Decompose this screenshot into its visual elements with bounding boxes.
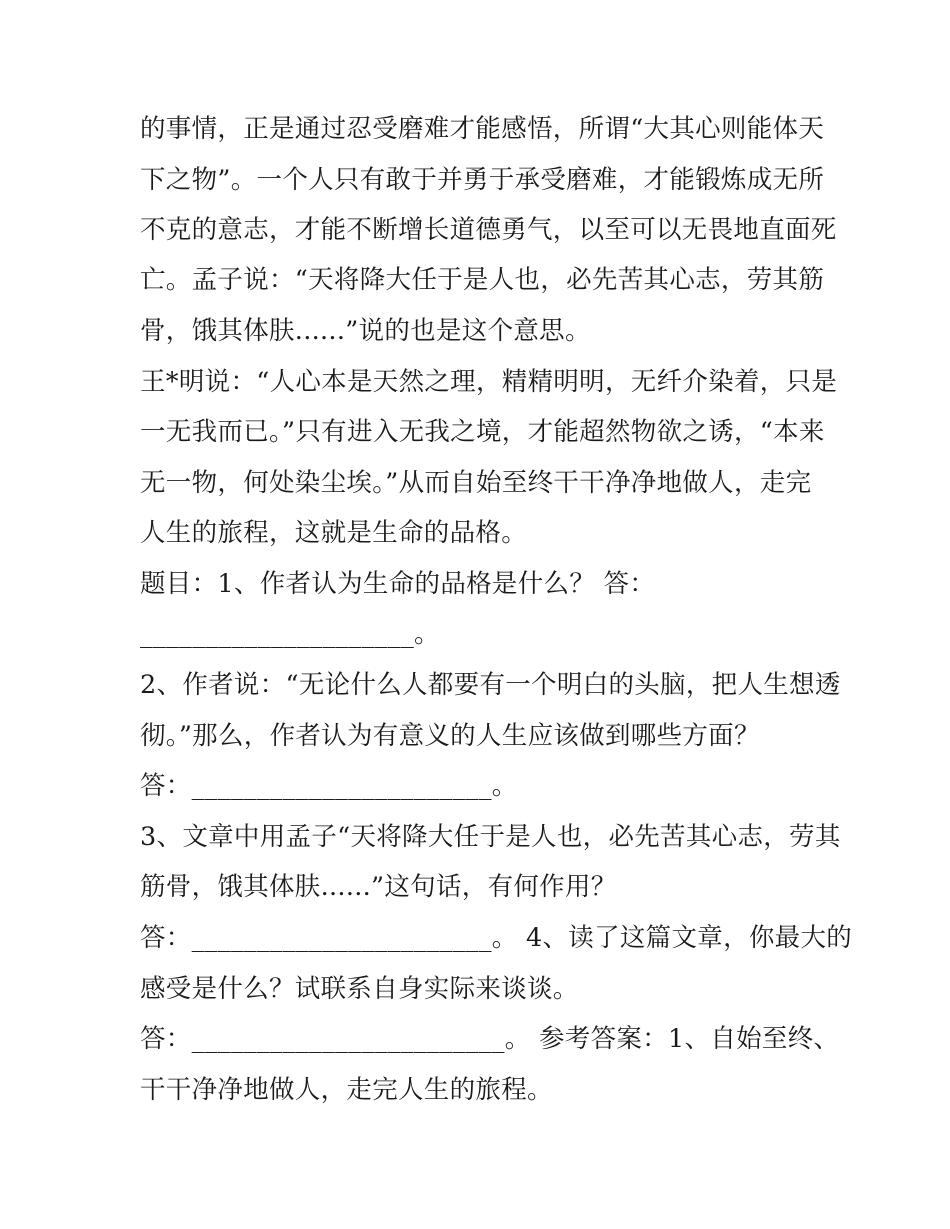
text-line: 无一物，何处染尘埃。”从而自始至终干干净净地做人，走完: [140, 468, 812, 498]
answer-blank-3: 答：_______________________。 4、读了这篇文章，你最大的: [140, 923, 853, 953]
question-3: 3、文章中用孟子“天将降大任于是人也，必先苦其心志，劳其: [140, 822, 841, 852]
text-line: 王*明说：“人心本是天然之理，精精明明，无纤介染着，只是: [140, 367, 838, 397]
text-line: 下之物”。一个人只有敢于并勇于承受磨难，才能锻炼成无所: [140, 165, 825, 195]
question-4-cont: 感受是什么？试联系自身实际来谈谈。: [140, 974, 579, 1004]
answer-blank-2: 答：_______________________。: [140, 771, 518, 801]
question-2-cont: 彻。”那么，作者认为有意义的人生应该做到哪些方面？: [140, 721, 760, 751]
text-line: 人生的旅程，这就是生命的品格。: [140, 518, 528, 548]
question-2: 2、作者说：“无论什么人都要有一个明白的头脑，把人生想透: [140, 670, 841, 700]
answer-blank-4: 答：________________________。 参考答案：1、自始至终、: [140, 1024, 840, 1054]
reference-answer: 干干净净地做人，走完人生的旅程。: [140, 1075, 553, 1105]
text-line: 骨，饿其体肤......”说的也是这个意思。: [140, 316, 591, 346]
text-line: 的事情，正是通过忍受磨难才能感悟，所谓“大其心则能体天: [140, 114, 825, 144]
answer-blank-1: _____________________。: [140, 619, 440, 649]
text-line: 一无我而已。”只有进入无我之境，才能超然物欲之诱，“本来: [140, 417, 825, 447]
question-3-cont: 筋骨，饿其体肤......”这句话，有何作用？: [140, 872, 617, 902]
text-line: 不克的意志，才能不断增长道德勇气，以至可以无畏地直面死: [140, 215, 837, 245]
text-line: 亡。孟子说：“天将降大任于是人也，必先苦其心志，劳其筋: [140, 265, 825, 295]
question-1: 题目：1、作者认为生命的品格是什么？ 答：: [140, 569, 656, 599]
